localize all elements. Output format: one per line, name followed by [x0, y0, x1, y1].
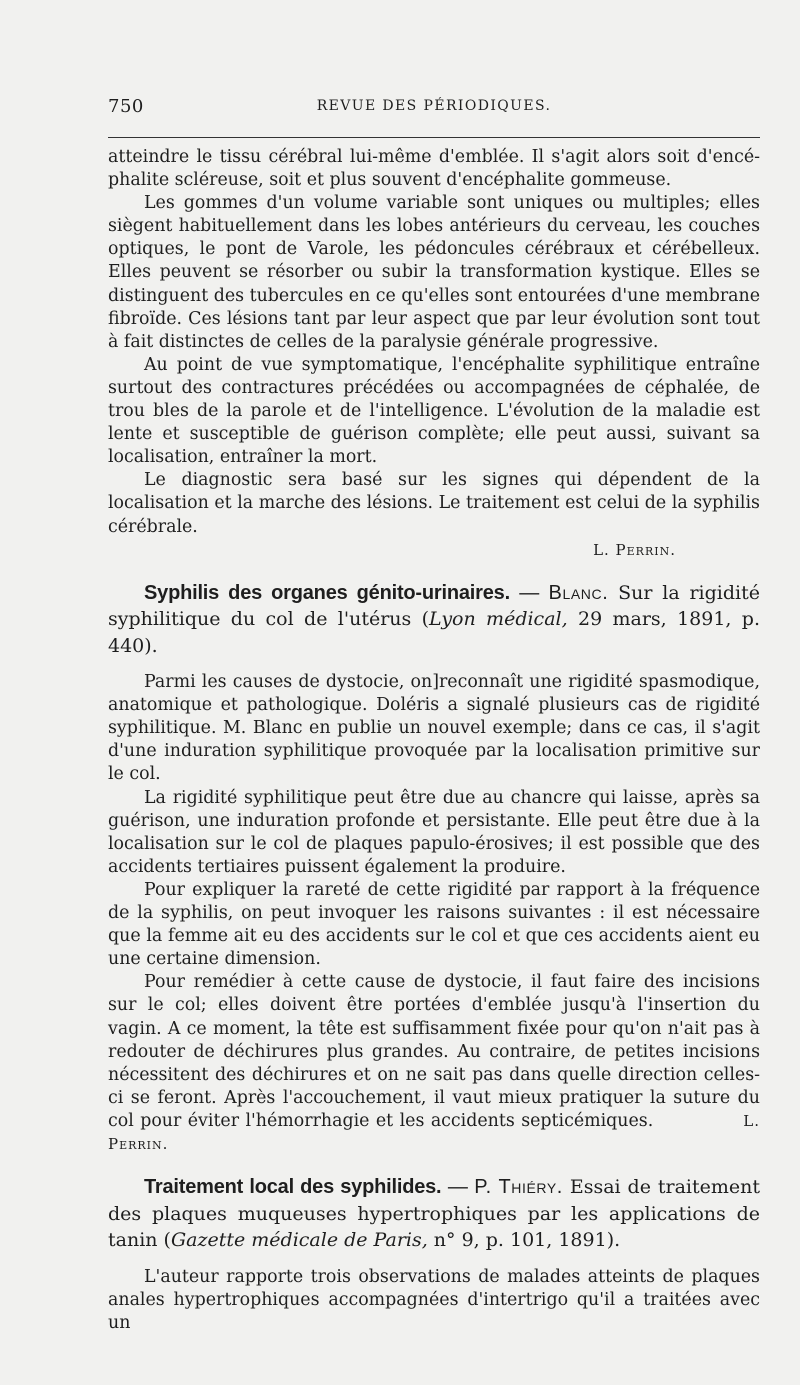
article-subject: Essai de traitement des plaques muqueuses hypertrophiques par les applications de tanin ( [108, 1176, 760, 1252]
article-author: P. Thiéry. [474, 1176, 563, 1199]
paragraph-text: Pour remédier à cette cause de dystocie, il faut faire des incisions sur le col; elles doivent être portées d'emblée jusqu'à l'insertion du vagin. A ce moment, la tête est suffisamment fixée pour qu'on n'ait pas à redouter de déchirures plus grandes. Au contraire, de petites incisions nécessitent des déchirures et on ne sait pas dans quelle direction celles-ci se feront. Après l'accouchement, il vaut mieux pratiquer la suture du col pour éviter l'hémorrhagie et les accidents septicémiques. [108, 972, 760, 1131]
article-traitement-syphilides [108, 1174, 760, 1335]
journal-name: Lyon médical, [429, 608, 568, 631]
article-title: Syphilis des organes génito-urinaires. [144, 581, 510, 604]
paragraph: Parmi les causes de dystocie, on]reconnaît une rigidité spasmodique, anatomique et pathologique. Doléris a signalé plusieurs cas de rigidité syphilitique. M. Blanc en publie un nouvel exemple; dans ce cas, il s'agit d'une induration syphilitique provoquée par la localisation primitive sur le col. [108, 672, 760, 785]
paragraph: Le diagnostic sera basé sur les signes qui dépendent de la localisation et la marche des lésions. Le traitement est celui de la syphilis cérébrale. [108, 470, 760, 537]
page-header [108, 96, 760, 126]
heading-dash: — [441, 1176, 475, 1199]
heading-dash: — [509, 581, 549, 604]
article-rigidite-syphilitique [108, 580, 760, 1156]
paragraph: atteindre le tissu cérébral lui-même d'emblée. Il s'agit alors soit d'encéphalite scléreuse, soit et plus souvent d'encéphalite gommeuse. [108, 147, 760, 191]
paragraph: Au point de vue symptomatique, l'encéphalite syphilitique entraîne surtout des contractures précédées ou accompagnées de céphalée, de trou bles de la parole et de l'intelligence. L'évolution de la maladie est lente et susceptible de guérison complète; elle peut aussi, suivant sa localisation, entraîner la mort. [108, 354, 760, 468]
running-title: REVUE DES PÉRIODIQUES. [316, 98, 552, 114]
article-heading [108, 580, 760, 660]
paragraph: L'auteur rapporte trois observations de malades atteints de plaques anales hypertrophiques accompagnées d'intertrigo qu'il a traitées avec un [108, 1266, 760, 1333]
article-title: Traitement local des syphilides. [144, 1176, 442, 1199]
paragraph: Pour expliquer la rareté de cette rigidité par rapport à la fréquence de la syphilis, on peut invoquer les raisons suivantes : il est nécessaire que la femme ait eu des accidents sur le col et que ces accidents aient eu une certaine dimension. [108, 879, 760, 970]
article-author: Blanc. [548, 581, 609, 604]
page-body [108, 146, 760, 1335]
article-heading [108, 1174, 760, 1254]
journal-name: Gazette médicale de Paris, [170, 1229, 428, 1252]
paragraph [108, 971, 760, 1156]
author-signature: L. Perrin. [593, 540, 676, 559]
article-subject: Sur la rigidité syphilitique du col de l'utérus ( [108, 581, 760, 631]
journal-reference: 29 mars, 1891, p. 440). [108, 608, 760, 657]
author-signature: L. Perrin. [108, 1111, 760, 1153]
page-number: 750 [108, 96, 144, 117]
article-encephalite-continuation [108, 146, 760, 562]
paragraph: Les gommes d'un volume variable sont uniques ou multiples; elles siègent habituellement dans les lobes antérieurs du cerveau, les couches optiques, le pont de Varole, les pédoncules cérébraux et cérébelleux. Elles peuvent se résorber ou subir la transformation kystique. Elles se distinguent des tubercules en ce qu'elles sont entourées d'une membrane fibroïde. Ces lésions tant par leur aspect que par leur évolution sont tout à fait distinctes de celles de la paralysie générale progressive. [108, 193, 760, 352]
paragraph: La rigidité syphilitique peut être due au chancre qui laisse, après sa guérison, une induration profonde et persistante. Elle peut être due à la localisation sur le col de plaques papulo-érosives; il est possible que des accidents tertiaires puissent également la produire. [108, 787, 760, 877]
header-rule [108, 137, 760, 138]
journal-reference: n° 9, p. 101, 1891). [427, 1229, 621, 1252]
